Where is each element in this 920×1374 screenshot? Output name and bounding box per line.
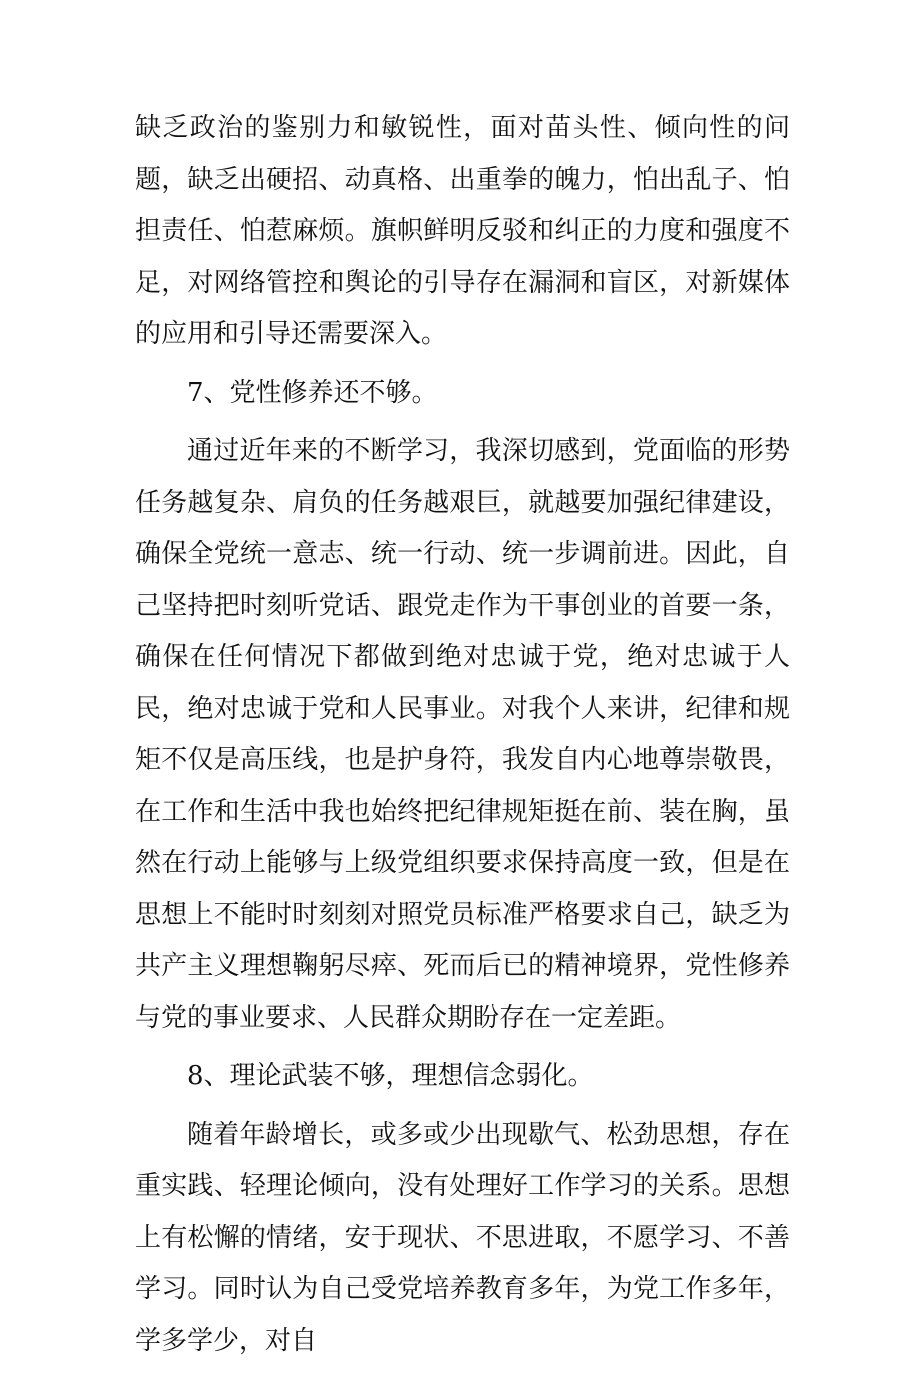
paragraph-party-spirit: 通过近年来的不断学习，我深切感到，党面临的形势任务越复杂、肩负的任务越艰巨，就越要加强纪律建设，确保全党统一意志、统一行动、统一步调前进。因此，自己坚持把时刻听党话、跟党走作为干事创业的首要一条，确保在任何情况下都做到绝对忠诚于党，绝对忠诚于人民，绝对忠诚于党和人民事业。对我个人来讲，纪律和规矩不仅是高压线，也是护身符，我发自内心地尊崇敬畏，在工作和生活中我也始终把纪律规矩挺在前、装在胸，虽然在行动上能够与上级党组织要求保持高度一致，但是在思想上不能时时刻刻对照党员标准严格要求自己，缺乏为共产主义理想鞠躬尽瘁、死而后已的精神境界，党性修养与党的事业要求、人民群众期盼存在一定差距。 (135, 436, 790, 1033)
document-body (135, 103, 790, 1374)
paragraph-continued-intro: 缺乏政治的鉴别力和敏锐性，面对苗头性、倾向性的问题，缺乏出硬招、动真格、出重拳的魄力，怕出乱子、怕担责任、怕惹麻烦。旗帜鲜明反驳和纠正的力度和强度不足，对网络管控和舆论的引导存在漏洞和盲区，对新媒体的应用和引导还需要深入。 (135, 113, 790, 349)
heading-8-theory-armament: 8、理论武装不够，理想信念弱化。 (187, 1061, 594, 1091)
heading-7-party-spirit: 7、党性修养还不够。 (187, 377, 438, 408)
paragraph-theory-armament: 随着年龄增长，或多或少出现歇气、松劲思想，存在重实践、轻理论倾向，没有处理好工作学习的关系。思想上有松懈的情绪，安于现状、不思进取，不愿学习、不善学习。同时认为自己受党培养教育多年，为党工作多年，学多学少，对自 (135, 1119, 790, 1356)
